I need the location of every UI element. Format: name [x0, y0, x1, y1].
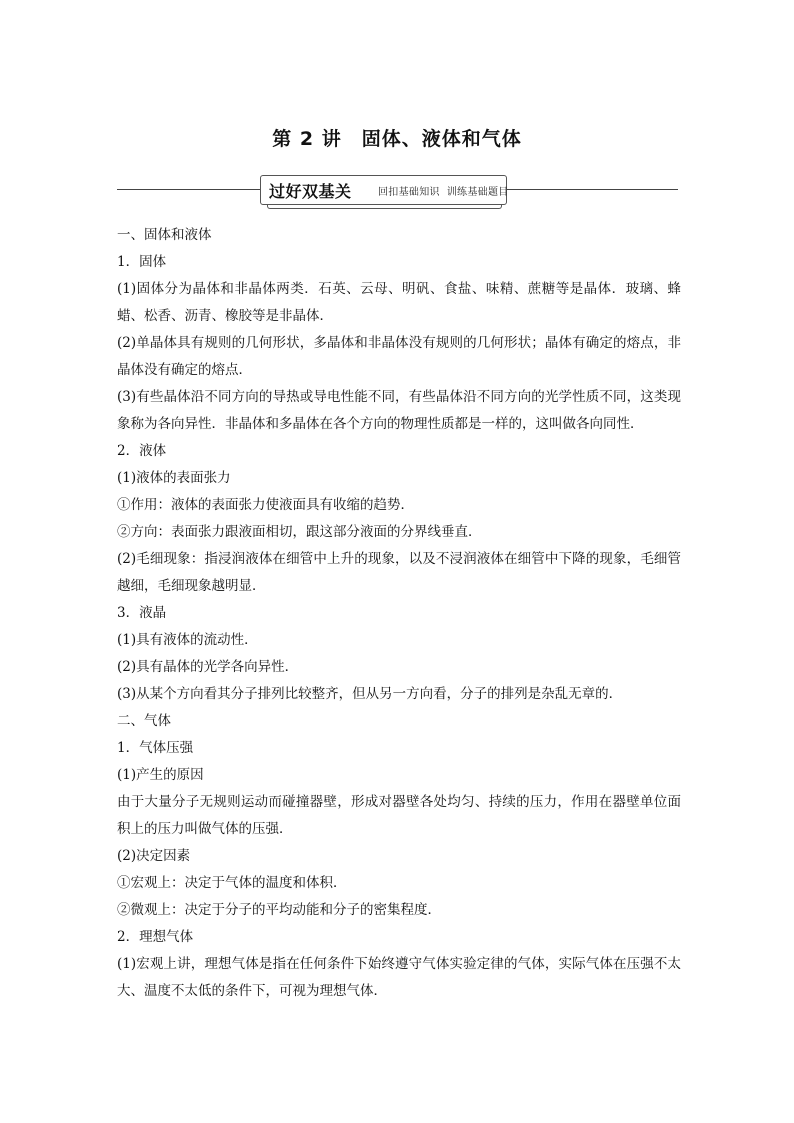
subheading-ideal-gas: 2．理想气体 — [117, 929, 194, 945]
item-pressure-cause: (1)产生的原因 — [117, 767, 204, 783]
paragraph-solid-types: (1)固体分为晶体和非晶体两类．石英、云母、明矾、食盐、味精、蔗糖等是晶体．玻璃、蜂蜡、松香、沥青、橡胶等是非晶体． — [117, 281, 681, 324]
page-title: 第 2 讲 固体、液体和气体 — [272, 128, 522, 150]
item-molecular-arrangement: (3)从某个方向看其分子排列比较整齐，但从另一方向看，分子的排列是杂乱无章的． — [117, 686, 623, 702]
item-surface-tension-effect: ①作用：液体的表面张力使液面具有收缩的趋势． — [117, 497, 414, 513]
item-surface-tension: (1)液体的表面张力 — [117, 470, 231, 486]
paragraph-ideal-gas: (1)宏观上讲，理想气体是指在任何条件下始终遵守气体实验定律的气体，实际气体在压强不太大、温度不太低的条件下，可视为理想气体． — [117, 956, 681, 999]
banner-rule-right — [507, 189, 678, 190]
banner-title: 过好双基关 — [269, 182, 352, 201]
heading-gases: 二、气体 — [117, 713, 171, 729]
paragraph-pressure-cause: 由于大量分子无规则运动而碰撞器壁，形成对器壁各处均匀、持续的压力，作用在器壁单位面积上的压力叫做气体的压强． — [117, 794, 681, 837]
subheading-solids: 1．固体 — [117, 254, 167, 270]
document-body — [117, 222, 681, 1005]
item-optical-anisotropy: (2)具有晶体的光学各向异性． — [117, 659, 299, 675]
item-macroscopic: ①宏观上：决定于气体的温度和体积． — [117, 875, 347, 891]
item-microscopic: ②微观上：决定于分子的平均动能和分子的密集程度． — [117, 902, 441, 918]
section-banner — [117, 170, 678, 210]
subheading-liquid-crystal: 3．液晶 — [117, 605, 167, 621]
subheading-liquids: 2．液体 — [117, 443, 167, 459]
paragraph-crystal-shape: (2)单晶体具有规则的几何形状，多晶体和非晶体没有规则的几何形状；晶体有确定的熔点，非晶体没有确定的熔点． — [117, 335, 681, 378]
paragraph-capillarity: (2)毛细现象：指浸润液体在细管中上升的现象，以及不浸润液体在细管中下降的现象，毛细管越细，毛细现象越明显． — [117, 551, 681, 594]
heading-solids-liquids: 一、固体和液体 — [117, 227, 212, 243]
item-surface-tension-direction: ②方向：表面张力跟液面相切，跟这部分液面的分界线垂直． — [117, 524, 482, 540]
banner-subtitle: 回扣基础知识 训练基础题目 — [378, 187, 509, 198]
paragraph-anisotropy: (3)有些晶体沿不同方向的导热或导电性能不同，有些晶体沿不同方向的光学性质不同，这类现象称为各向异性．非晶体和多晶体在各个方向的物理性质都是一样的，这叫做各向同性． — [117, 389, 681, 432]
subheading-gas-pressure: 1．气体压强 — [117, 740, 194, 756]
item-pressure-factors: (2)决定因素 — [117, 848, 191, 864]
item-fluidity: (1)具有液体的流动性． — [117, 632, 258, 648]
banner-rule-left — [117, 189, 260, 190]
